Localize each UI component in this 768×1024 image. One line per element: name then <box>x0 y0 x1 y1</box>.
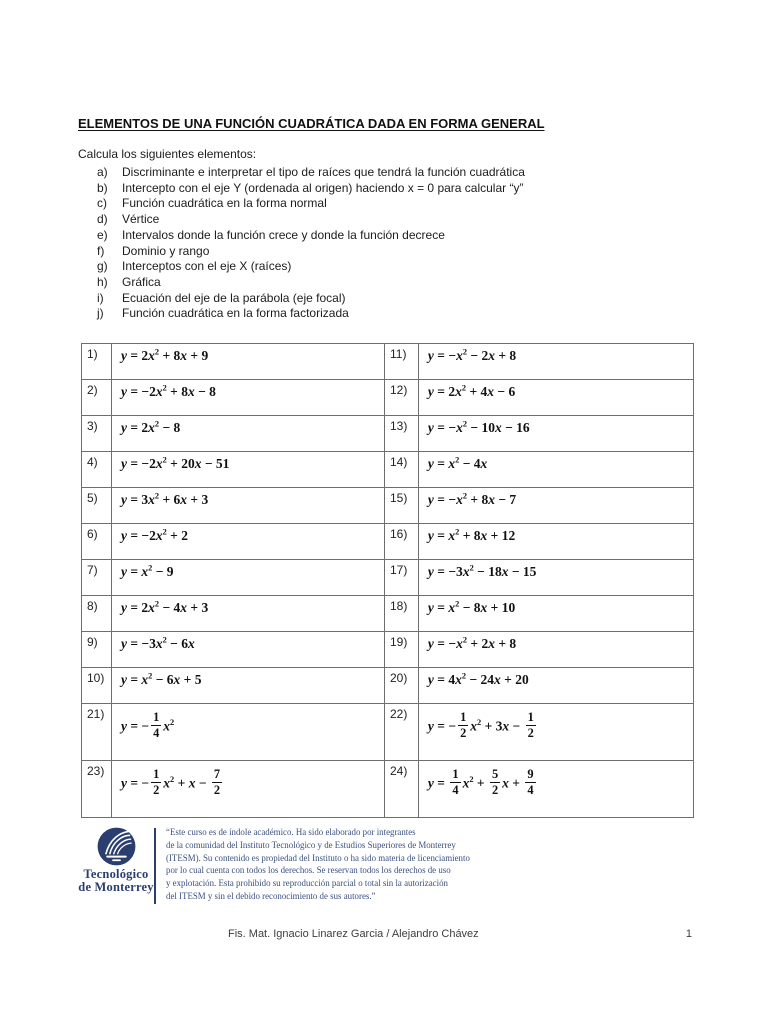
math-variable: y <box>120 564 127 580</box>
fraction: $\frac{9}{4}$ <box>527 767 534 797</box>
math-variable: y <box>427 384 434 400</box>
exercise-number: 11) <box>385 344 419 380</box>
task-item-label: c) <box>97 196 107 211</box>
exercise-equation: y = $\frac{1}{4}$ $x^2$ + $\frac{5}{2}$ x + $\frac{9}{4}$ <box>418 761 693 818</box>
task-item <box>78 165 694 181</box>
math-variable: y <box>427 718 434 734</box>
math-variable: x <box>448 528 456 544</box>
math-variable: x <box>187 636 195 652</box>
task-item <box>78 291 694 307</box>
exercise-equation: $y = 2x^2 - 4x + 3$ <box>111 596 384 632</box>
math-variable: x <box>173 672 181 688</box>
math-variable: y <box>120 348 127 364</box>
math-variable: x <box>502 718 510 734</box>
exercise-number: 5) <box>82 488 112 524</box>
footer-divider <box>154 828 156 904</box>
task-item-label: d) <box>97 212 108 227</box>
math-variable: x <box>155 456 163 472</box>
exercise-equation: $y = x^2 - 4x$ <box>418 452 693 488</box>
exercise-number: 6) <box>82 524 112 560</box>
authors-line: Fis. Mat. Ignacio Linarez Garcia / Alejandro Chávez <box>228 928 479 940</box>
disclaimer-line: (ITESM). Su contenido es propiedad del Instituto o ha sido materia de licenciamiento <box>166 852 470 863</box>
disclaimer-line: “Este curso es de índole académico. Ha sido elaborado por integrantes <box>166 827 416 837</box>
math-variable: y <box>427 600 434 616</box>
table-row <box>82 344 694 380</box>
math-variable: x <box>494 420 502 436</box>
exercise-equation: y = − $\frac{1}{2}$ $x^2 + x$ − $\frac{7}{2}$ <box>111 761 384 818</box>
task-item-label: g) <box>97 259 108 274</box>
math-variable: x <box>180 492 188 508</box>
task-item-text: Vértice <box>122 212 160 227</box>
math-variable: x <box>501 564 509 580</box>
math-variable: x <box>455 384 462 400</box>
math-variable: x <box>180 600 188 616</box>
exercise-number: 2) <box>82 380 112 416</box>
math-variable: y <box>120 456 127 472</box>
exercise-equation: $y = x^2 + 8x + 12$ <box>418 524 693 560</box>
fraction: $\frac{1}{2}$ <box>460 710 467 740</box>
math-variable: x <box>455 672 462 688</box>
logo-text-line1: Tecnológico <box>83 867 149 881</box>
table-row <box>82 452 694 488</box>
math-variable: y <box>427 528 434 544</box>
exercise-equation: $y = -x^2 - 2x + 8$ <box>418 344 693 380</box>
math-variable: x <box>148 492 155 508</box>
exercise-equation: $y = 2x^2 - 8$ <box>111 416 384 452</box>
math-variable: x <box>141 564 149 580</box>
exercise-equation: $y = -2x^2 + 20x - 51$ <box>111 452 384 488</box>
math-variable: x <box>488 636 495 652</box>
exercise-number: 23) <box>82 761 112 818</box>
math-variable: x <box>448 600 456 616</box>
exercise-number: 16) <box>385 524 419 560</box>
exercise-number: 3) <box>82 416 112 452</box>
fraction: $\frac{5}{2}$ <box>491 767 499 797</box>
table-row <box>82 560 694 596</box>
math-variable: x <box>155 528 163 544</box>
exercise-table-body <box>82 344 694 818</box>
math-variable: y <box>120 420 127 436</box>
table-row <box>82 704 694 761</box>
exercise-equation: $y = -3x^2 - 6x$ <box>111 632 384 668</box>
exercise-equation: $y = 2x^2 + 8x + 9$ <box>111 344 384 380</box>
math-variable: x <box>462 775 470 791</box>
math-variable: y <box>427 492 434 508</box>
math-variable: y <box>427 564 434 580</box>
math-variable: x <box>155 636 163 652</box>
math-variable: x <box>456 348 463 364</box>
math-variable: y <box>427 775 434 791</box>
math-variable: x <box>488 348 495 364</box>
math-variable: x <box>487 384 495 400</box>
task-item-text: Intercepto con el eje Y (ordenada al origen) haciendo x = 0 para calcular “y” <box>122 180 524 195</box>
task-item-label: e) <box>97 227 108 242</box>
institution-logo <box>78 824 154 904</box>
task-item-label: j) <box>97 306 104 321</box>
math-variable: x <box>155 384 163 400</box>
math-variable: x <box>494 672 501 688</box>
exercise-number: 19) <box>385 632 419 668</box>
task-item <box>78 196 694 212</box>
disclaimer-line: de la comunidad del Instituto Tecnológico y de Estudios Superiores de Monterrey <box>166 839 456 850</box>
logo-text-line2: de Monterrey <box>78 880 154 894</box>
exercise-equation: $y = -x^2 + 2x + 8$ <box>418 632 693 668</box>
exercise-number: 1) <box>82 344 112 380</box>
exercise-number: 7) <box>82 560 112 596</box>
table-row <box>82 524 694 560</box>
fraction: $\frac{7}{2}$ <box>213 767 221 797</box>
exercise-equation: y = − $\frac{1}{4}$ $x^2$ <box>111 704 384 761</box>
task-list <box>78 165 694 322</box>
math-variable: y <box>120 636 127 652</box>
math-variable: y <box>427 348 434 364</box>
math-variable: x <box>480 600 488 616</box>
math-variable: y <box>120 528 127 544</box>
math-variable: x <box>480 528 488 544</box>
exercise-equation: $y = -3x^2 - 18x - 15$ <box>418 560 693 596</box>
math-variable: x <box>163 718 171 734</box>
table-row <box>82 488 694 524</box>
exercise-number: 14) <box>385 452 419 488</box>
task-item <box>78 212 694 228</box>
task-item <box>78 244 694 260</box>
task-item-text: Función cuadrática en la forma factorizada <box>122 306 349 321</box>
exercise-equation: $y = -2x^2 + 8x - 8$ <box>111 380 384 416</box>
table-row <box>82 632 694 668</box>
math-variable: x <box>462 564 470 580</box>
disclaimer-text <box>160 824 470 904</box>
math-variable: x <box>148 600 155 616</box>
math-variable: y <box>427 456 434 472</box>
math-variable: x <box>456 492 463 508</box>
exercise-number: 4) <box>82 452 112 488</box>
exercise-equation: $y = 2x^2 + 4x - 6$ <box>418 380 693 416</box>
fraction: $\frac{1}{4}$ <box>452 767 459 797</box>
math-variable: x <box>180 348 188 364</box>
task-item-text: Función cuadrática en la forma normal <box>122 196 327 211</box>
task-item <box>78 181 694 197</box>
exercise-number: 18) <box>385 596 419 632</box>
page-title: ELEMENTOS DE UNA FUNCIÓN CUADRÁTICA DADA EN FORMA GENERAL <box>78 116 545 131</box>
task-item-label: f) <box>97 243 105 258</box>
page-number: 1 <box>685 928 692 940</box>
math-variable: x <box>502 775 509 791</box>
intro-text: Calcula los siguientes elementos: <box>78 147 257 161</box>
math-variable: y <box>120 600 127 616</box>
task-item-text: Discriminante e interpretar el tipo de raíces que tendrá la función cuadrática <box>122 165 525 179</box>
fraction: $\frac{1}{4}$ <box>153 710 160 740</box>
page-content <box>78 116 694 818</box>
math-variable: y <box>120 384 127 400</box>
exercise-equation: $y = -x^2 - 10x - 16$ <box>418 416 693 452</box>
task-item <box>78 228 694 244</box>
exercise-number: 13) <box>385 416 419 452</box>
table-row <box>82 416 694 452</box>
task-item-label: h) <box>97 274 108 289</box>
exercise-number: 21) <box>82 704 112 761</box>
math-variable: y <box>427 636 434 652</box>
math-variable: y <box>120 718 127 734</box>
math-variable: x <box>148 420 155 436</box>
disclaimer-line: por lo cual cuenta con todos los derechos. Se reservan todos los derechos de uso <box>166 865 451 876</box>
task-item-text: Intervalos donde la función crece y donde la función decrece <box>122 227 445 242</box>
exercise-number: 12) <box>385 380 419 416</box>
exercise-number: 8) <box>82 596 112 632</box>
disclaimer-line: del ITESM y sin el debido reconocimiento de sus autores.” <box>166 890 376 901</box>
table-row <box>82 761 694 818</box>
fraction: $\frac{1}{2}$ <box>153 767 160 797</box>
exercise-number: 20) <box>385 668 419 704</box>
task-item-text: Dominio y rango <box>122 243 210 258</box>
disclaimer-line: y explotación. Esta prohibido su reproducción parcial o total sin la autorización <box>166 878 448 889</box>
math-variable: x <box>163 775 171 791</box>
exercise-number: 9) <box>82 632 112 668</box>
task-item <box>78 306 694 322</box>
math-variable: x <box>187 384 195 400</box>
math-variable: x <box>148 348 155 364</box>
exercise-equation: y = − $\frac{1}{2}$ $x^2 + 3x$ − $\frac{1}{2}$ <box>418 704 693 761</box>
math-variable: y <box>120 775 127 791</box>
exercise-number: 10) <box>82 668 112 704</box>
math-variable: y <box>427 672 434 688</box>
math-variable: y <box>120 672 127 688</box>
math-variable: y <box>427 420 434 436</box>
exercise-table <box>81 343 694 818</box>
task-item <box>78 259 694 275</box>
exercise-number: 15) <box>385 488 419 524</box>
tec-de-monterrey-logo-icon <box>97 827 136 866</box>
exercise-equation: $y = x^2 - 6x + 5$ <box>111 668 384 704</box>
table-row <box>82 596 694 632</box>
math-variable: x <box>448 456 456 472</box>
table-row <box>82 668 694 704</box>
exercise-equation: $y = 4x^2 - 24x + 20$ <box>418 668 693 704</box>
fraction: $\frac{1}{2}$ <box>527 710 534 740</box>
exercise-equation: $y = x^2 - 9$ <box>111 560 384 596</box>
table-row <box>82 380 694 416</box>
task-item-label: i) <box>97 290 104 305</box>
exercise-equation: $y = -x^2 + 8x - 7$ <box>418 488 693 524</box>
exercise-number: 17) <box>385 560 419 596</box>
task-item-text: Interceptos con el eje X (raíces) <box>122 259 292 274</box>
exercise-equation: $y = 3x^2 + 6x + 3$ <box>111 488 384 524</box>
exercise-equation: $y = x^2 - 8x + 10$ <box>418 596 693 632</box>
math-variable: x <box>456 636 463 652</box>
task-item-label: a) <box>97 165 108 179</box>
math-variable: x <box>480 456 488 472</box>
task-item-text: Gráfica <box>122 274 161 289</box>
exercise-equation: $y = -2x^2 + 2$ <box>111 524 384 560</box>
math-variable: x <box>188 775 196 791</box>
math-variable: x <box>456 420 463 436</box>
math-variable: y <box>120 492 127 508</box>
task-item <box>78 275 694 291</box>
task-item-label: b) <box>97 180 108 195</box>
math-variable: x <box>141 672 149 688</box>
math-variable: x <box>470 718 478 734</box>
math-variable: x <box>194 456 202 472</box>
exercise-number: 22) <box>385 704 419 761</box>
institution-footer <box>78 824 470 904</box>
math-variable: x <box>488 492 495 508</box>
task-item-text: Ecuación del eje de la parábola (eje focal) <box>122 290 346 305</box>
exercise-number: 24) <box>385 761 419 818</box>
